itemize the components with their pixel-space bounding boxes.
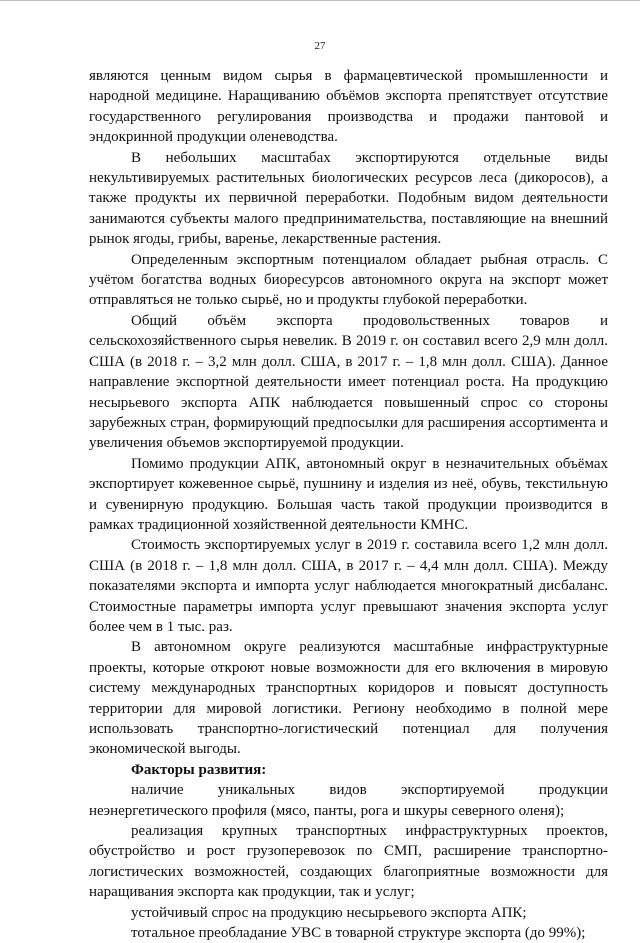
paragraph-fishing: Определенным экспортным потенциалом обладает рыбная отрасль. С учётом богатства водных биоресурсов автономного округа на экспорт может отправляться не только сырьё, но и продукты глубокой переработки. bbox=[89, 251, 608, 309]
paragraph-services-export: Стоимость экспортируемых услуг в 2019 г. составила всего 1,2 млн долл. США (в 2018 г. – 1,8 млн долл. США, в 2017 г. – 4,4 млн долл. США). Между показателями экспорта и импорта услуг наблюдается многократный дисбаланс. Стоимостные параметры импорта услуг превышают значения экспорта услуг более чем в 1 тыс. раз. bbox=[89, 537, 608, 635]
document-body bbox=[89, 66, 608, 943]
factor-item: устойчивый спрос на продукцию несырьевого экспорта АПК; bbox=[131, 904, 527, 921]
factors-heading: Факторы развития: bbox=[131, 761, 267, 778]
factor-item: наличие уникальных видов экспортируемой продукции неэнергетического профиля (мясо, панты, рога и шкуры северного оленя); bbox=[89, 782, 608, 819]
paragraph-infrastructure: В автономном округе реализуются масштабные инфраструктурные проекты, которые откроют новые возможности для его включения в мировую систему международных транспортных коридоров и повысят доступность территории для мировой логистики. Региону необходимо в полной мере использовать транспортно-логистический потенциал для получения экономической выгоды. bbox=[89, 639, 608, 758]
page-number: 27 bbox=[314, 40, 326, 52]
paragraph-wild-plants: В небольших масштабах экспортируются отдельные виды некультивируемых растительных биологических ресурсов леса (дикоросов), а также продукты их первичной переработки. Подобным видом деятельности занимаются субъекты малого предпринимательства, поставляющие на внешний рынок ягоды, грибы, варенье, лекарственные растения. bbox=[89, 149, 608, 248]
top-scan-rule bbox=[0, 0, 640, 5]
paragraph-other-products: Помимо продукции АПК, автономный округ в незначительных объёмах экспортирует кожевенное сырьё, пушнину и изделия из неё, обувь, текстильную и сувенирную продукцию. Большая часть такой продукции производится в рамках традиционной хозяйственной деятельности КМНС. bbox=[89, 455, 608, 533]
paragraph-food-export: Общий объём экспорта продовольственных товаров и сельскохозяйственного сырья невелик. В 2019 г. он составил всего 2,9 млн долл. США (в 2018 г. – 3,2 млн долл. США, в 2017 г. – 1,8 млн долл. США). Данное направление экспортной деятельности имеет потенциал роста. На продукцию несырьевого экспорта АПК наблюдается повышенный спрос со стороны зарубежных стран, формирующий предпосылки для расширения ассортимента и увеличения объемов экспортируемой продукции. bbox=[89, 312, 608, 452]
factor-item: реализация крупных транспортных инфраструктурных проектов, обустройство и рост грузоперевозок по СМП, расширение транспортно-логистических возможностей, создающих благоприятные возможности для наращивания экспорта как продукции, так и услуг; bbox=[89, 823, 608, 901]
paragraph-pharma-raw-materials: являются ценным видом сырья в фармацевтической промышленности и народной медицине. Наращиванию объёмов экспорта препятствует отсутствие государственного регулирования производства и продажи пантовой и эндокринной продукции оленеводства. bbox=[89, 68, 608, 146]
factor-item: тотальное преобладание УВС в товарной структуре экспорта (до 99%); bbox=[131, 925, 586, 942]
